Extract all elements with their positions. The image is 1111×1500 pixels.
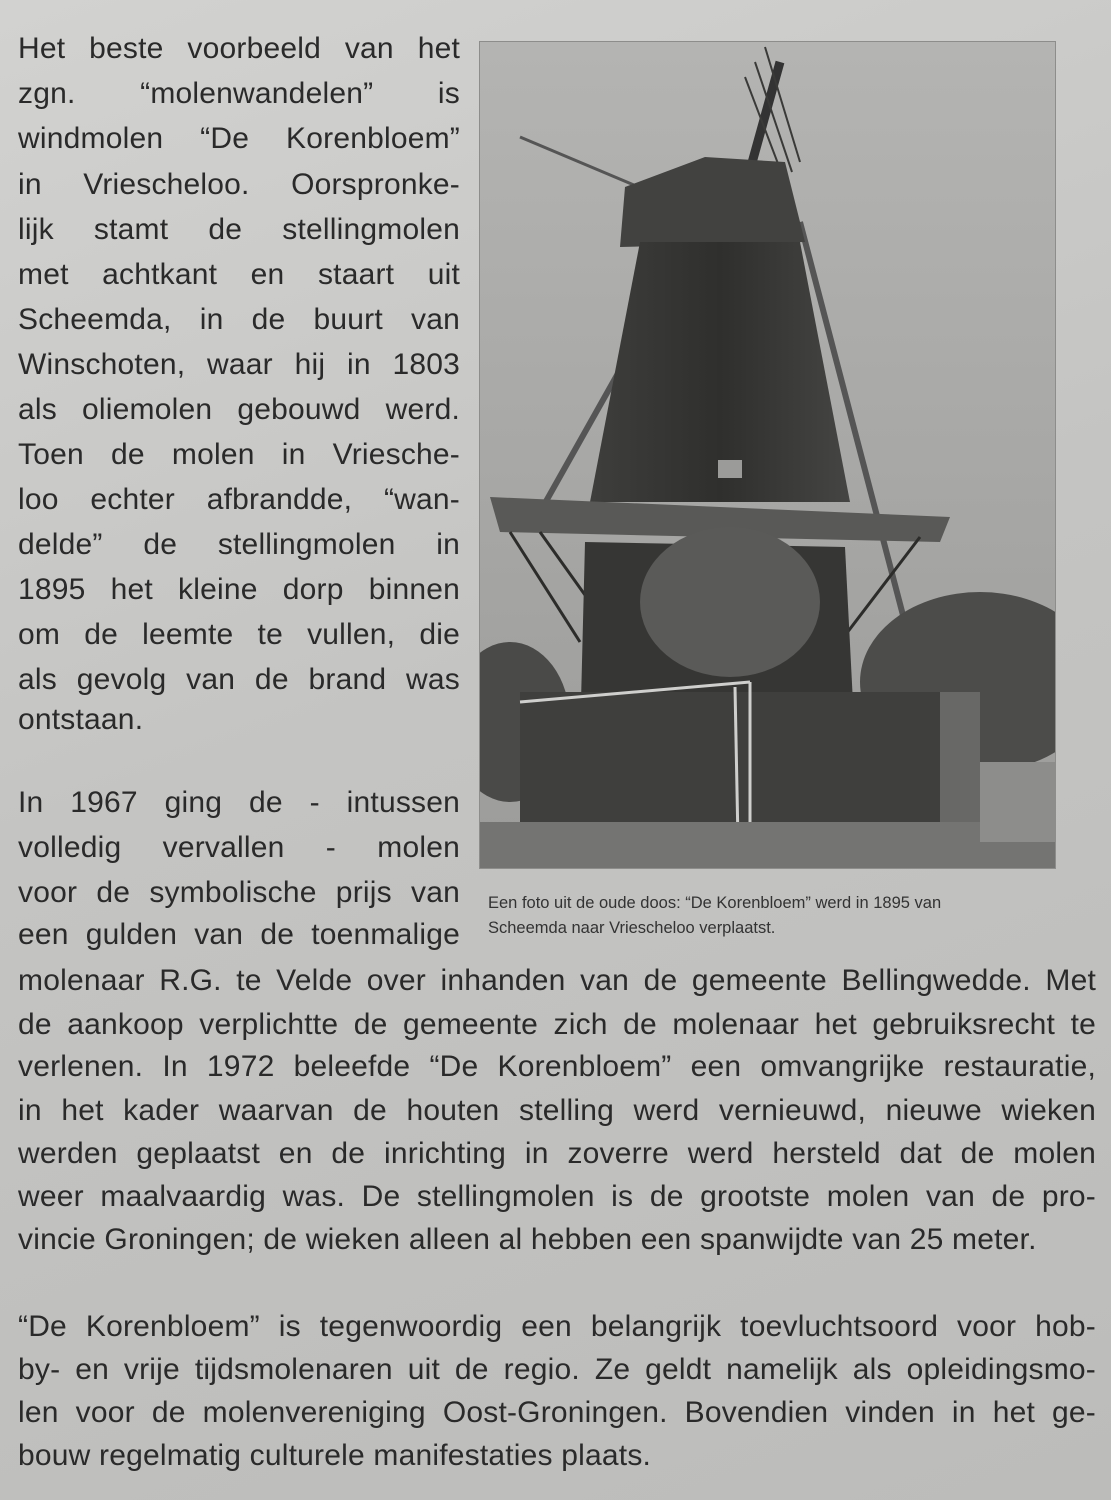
text-line: bouw regelmatig culturele manifestaties plaats.	[18, 1439, 652, 1472]
text-line: weer maalvaardig was. De stellingmolen is de grootste molen van de pro-	[18, 1180, 1096, 1213]
text-line: by- en vrije tijdsmolenaren uit de regio. Ze geldt namelijk als opleidingsmo-	[18, 1353, 1096, 1386]
text-line: “De Korenbloem” is tegenwoordig een belangrijk toevluchtsoord voor hob-	[18, 1310, 1096, 1343]
windmill-icon	[480, 42, 1055, 868]
text-line: voor de symbolische prijs van	[18, 876, 460, 909]
text-line: Winschoten, waar hij in 1803	[18, 348, 460, 381]
windmill-photo	[480, 42, 1055, 868]
photo-caption-line2: Scheemda naar Vriescheloo verplaatst.	[488, 919, 776, 937]
text-line: een gulden van de toenmalige	[18, 918, 460, 951]
text-line: als oliemolen gebouwd werd.	[18, 393, 460, 426]
text-line: windmolen “De Korenbloem”	[18, 122, 460, 155]
text-line: Scheemda, in de buurt van	[18, 303, 460, 336]
text-line: loo echter afbrandde, “wan-	[18, 483, 460, 516]
text-line: verlenen. In 1972 beleefde “De Korenbloem” een omvangrijke restauratie,	[18, 1050, 1096, 1083]
text-line: Toen de molen in Vriesche-	[18, 438, 460, 471]
text-line: lijk stamt de stellingmolen	[18, 213, 460, 246]
text-line: in het kader waarvan de houten stelling werd vernieuwd, nieuwe wieken	[18, 1094, 1096, 1127]
text-line: als gevolg van de brand was	[18, 663, 460, 696]
text-line: Het beste voorbeeld van het	[18, 32, 460, 65]
text-line: om de leemte te vullen, die	[18, 618, 460, 651]
text-line: molenaar R.G. te Velde over inhanden van de gemeente Bellingwedde. Met	[18, 964, 1096, 997]
text-line: de aankoop verplichtte de gemeente zich de molenaar het gebruiksrecht te	[18, 1008, 1096, 1041]
text-line: in Vriescheloo. Oorspronke-	[18, 168, 460, 201]
text-line: len voor de molenvereniging Oost-Groningen. Bovendien vinden in het ge-	[18, 1396, 1096, 1429]
text-line: In 1967 ging de - intussen	[18, 786, 460, 819]
text-line: zgn. “molenwandelen” is	[18, 77, 460, 110]
text-line: volledig vervallen - molen	[18, 831, 460, 864]
text-line: ontstaan.	[18, 703, 144, 736]
text-line: werden geplaatst en de inrichting in zoverre werd hersteld dat de molen	[18, 1137, 1096, 1170]
text-line: 1895 het kleine dorp binnen	[18, 573, 460, 606]
text-line: vincie Groningen; de wieken alleen al hebben een spanwijdte van 25 meter.	[18, 1223, 1037, 1256]
photo-caption-line1: Een foto uit de oude doos: “De Korenbloem” werd in 1895 van	[488, 894, 942, 912]
text-line: met achtkant en staart uit	[18, 258, 460, 291]
text-line: delde” de stellingmolen in	[18, 528, 460, 561]
